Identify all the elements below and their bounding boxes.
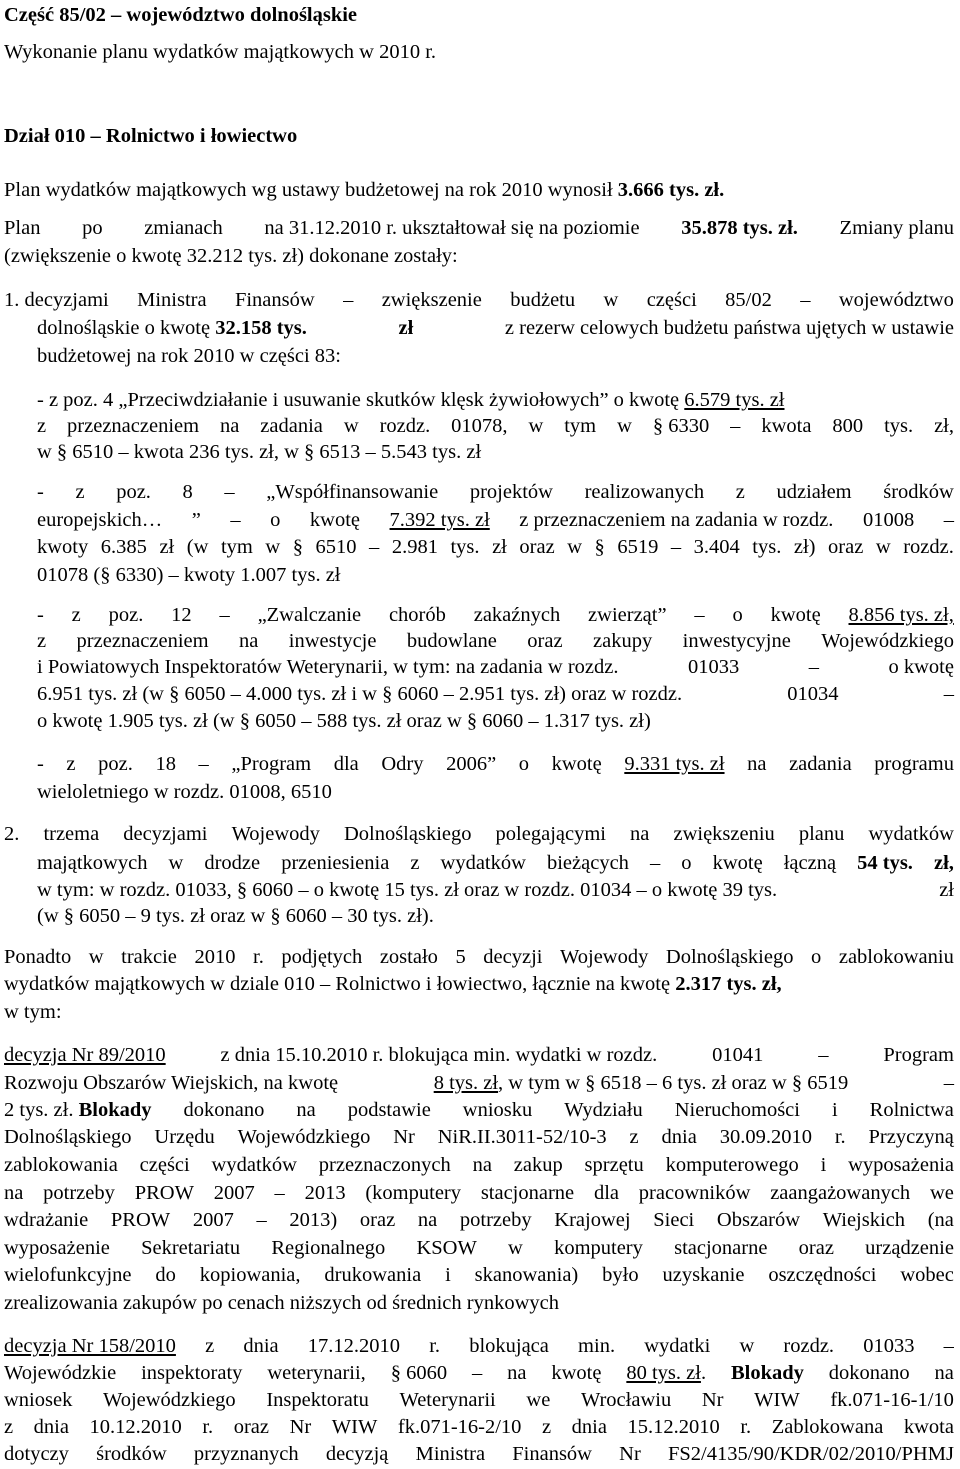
poz8-line-1: - z poz. 8 – „Współfinansowanie projektów realizowanych z udziałem środków <box>37 481 954 503</box>
decision-158-line-3: wniosek Wojewódzkiego Inspektoratu Weterynarii we Wrocławiu Nr WIW fk.071-16-1/10 <box>4 1389 954 1411</box>
item2-line-4: (w § 6050 – 9 tys. zł oraz w § 6060 – 30 tys. zł). <box>37 905 434 927</box>
part-title: Część 85/02 – województwo dolnośląskie <box>4 4 358 26</box>
item1-line-2: dolnośląskie o kwotę 32.158 tys. zł z rezerw celowych budżetu państwa ujętych w ustawie <box>37 317 954 339</box>
poz12-line-3: i Powiatowych Inspektoratów Weterynarii, w tym: na zadania w rozdz. 01033 – o kwotę <box>37 656 954 678</box>
decision-89-line-2: Rozwoju Obszarów Wiejskich, na kwotę 8 tys. zł, w tym w § 6518 – 6 tys. zł oraz w § 6519 – <box>4 1072 954 1094</box>
decision-89-line-3: 2 tys. zł. Blokady dokonano na podstawie wniosku Wydziału Nieruchomości i Rolnictwa <box>4 1099 954 1121</box>
poz8-line-4: 01078 (§ 6330) – kwoty 1.007 tys. zł <box>37 564 341 586</box>
intro-line-2: Plan po zmianach na 31.12.2010 r. ukształtował się na poziomie 35.878 tys. zł. Zmiany planu <box>4 217 954 239</box>
report-subtitle: Wykonanie planu wydatków majątkowych w 2010 r. <box>4 41 437 63</box>
decision-89-line-4: Dolnośląskiego Urzędu Wojewódzkiego Nr NiR.II.3011-52/10-3 z dnia 30.09.2010 r. Przyczyną <box>4 1126 954 1148</box>
para1-line-2: wydatków majątkowych w dziale 010 – Rolnictwo i łowiectwo, łącznie na kwotę 2.317 tys. zł, <box>4 973 782 995</box>
poz18-line-2: wieloletniego w rozdz. 01008, 6510 <box>37 781 332 803</box>
poz8-line-3: kwoty 6.385 zł (w tym w § 6510 – 2.981 tys. zł oraz w § 6519 – 3.404 tys. zł) oraz w rozdz. <box>37 536 954 558</box>
poz12-line-4: 6.951 tys. zł (w § 6050 – 4.000 tys. zł i w § 6060 – 2.951 tys. zł) oraz w rozdz. 01034 – <box>37 683 954 705</box>
para1-line-1: Ponadto w trakcie 2010 r. podjętych zostało 5 decyzji Wojewody Dolnośląskiego o zablokowaniu <box>4 946 954 968</box>
item2-line-2: majątkowych w drodze przeniesienia z wydatków bieżących – o kwotę łączną 54 tys. zł, <box>37 852 954 874</box>
para1-line-3: w tym: <box>4 1001 62 1023</box>
poz4-line-2: z przeznaczeniem na zadania w rozdz. 01078, w tym w § 6330 – kwota 800 tys. zł, <box>37 415 954 437</box>
item2-line-1: 2. trzema decyzjami Wojewody Dolnośląskiego polegającymi na zwiększeniu planu wydatków <box>4 823 954 845</box>
poz12-line-2: z przeznaczeniem na inwestycje budowlane oraz zakupy inwestycyjne Wojewódzkiego <box>37 630 954 652</box>
decision-158-line-4: z dnia 10.12.2010 r. oraz Nr WIW fk.071-16-2/10 z dnia 15.12.2010 r. Zablokowana kwota <box>4 1416 954 1438</box>
decision-89-line-10: zrealizowania zakupów po cenach niższych od średnich rynkowych <box>4 1292 559 1314</box>
item1-line-1: 1. decyzjami Ministra Finansów – zwiększenie budżetu w części 85/02 – województwo <box>4 289 954 311</box>
poz18-line-1: - z poz. 18 – „Program dla Odry 2006” o kwotę 9.331 tys. zł na zadania programu <box>37 753 954 775</box>
decision-89-line-7: wdrażanie PROW 2007 – 2013) oraz na potrzeby Krajowej Sieci Obszarów Wiejskich (na <box>4 1209 954 1231</box>
decision-89-line-5: zablokowania części wydatków przeznaczonych na zakup sprzętu komputerowego i wyposażenia <box>4 1154 954 1176</box>
poz4-line-3: w § 6510 – kwota 236 tys. zł, w § 6513 – 5.543 tys. zł <box>37 441 482 463</box>
decision-89-line-8: wyposażenie Sekretariatu Regionalnego KSOW w komputery stacjonarne oraz urządzenie <box>4 1237 954 1259</box>
poz12-line-1: - z poz. 12 – „Zwalczanie chorób zakaźnych zwierząt” – o kwotę 8.856 tys. zł, <box>37 604 954 626</box>
intro-line-3: (zwiększenie o kwotę 32.212 tys. zł) dokonane zostały: <box>4 245 458 267</box>
intro-line-1: Plan wydatków majątkowych wg ustawy budżetowej na rok 2010 wynosił 3.666 tys. zł. <box>4 179 725 201</box>
decision-158-line-2: Wojewódzkie inspektoraty weterynarii, § 6060 – na kwotę 80 tys. zł. Blokady dokonano na <box>4 1362 954 1384</box>
poz12-line-5: o kwotę 1.905 tys. zł (w § 6050 – 588 tys. zł oraz w § 6060 – 1.317 tys. zł) <box>37 710 651 732</box>
decision-158-line-5: dotyczy środków przyznanych decyzją Ministra Finansów Nr FS2/4135/90/KDR/02/2010/PHMJ <box>4 1443 954 1465</box>
poz8-line-2: europejskich… ” – o kwotę 7.392 tys. zł z przeznaczeniem na zadania w rozdz. 01008 – <box>37 509 954 531</box>
poz4-line-1: - z poz. 4 „Przeciwdziałanie i usuwanie skutków klęsk żywiołowych” o kwotę 6.579 tys. zł <box>37 389 785 411</box>
section-heading: Dział 010 – Rolnictwo i łowiectwo <box>4 125 298 147</box>
item2-line-3: w tym: w rozdz. 01033, § 6060 – o kwotę 15 tys. zł oraz w rozdz. 01034 – o kwotę 39 tys. zł <box>37 879 954 901</box>
decision-89-line-1: decyzja Nr 89/2010 z dnia 15.10.2010 r. blokująca min. wydatki w rozdz. 01041 – Program <box>4 1044 954 1066</box>
decision-89-line-9: wielofunkcyjne do kopiowania, drukowania i skanowania) było uzyskanie oszczędności wobec <box>4 1264 954 1286</box>
item1-line-3: budżetowej na rok 2010 w części 83: <box>37 345 341 367</box>
decision-158-line-1: decyzja Nr 158/2010 z dnia 17.12.2010 r. blokująca min. wydatki w rozdz. 01033 – <box>4 1335 954 1357</box>
decision-89-line-6: na potrzeby PROW 2007 – 2013 (komputery stacjonarne dla pracowników zaangażowanych we <box>4 1182 954 1204</box>
